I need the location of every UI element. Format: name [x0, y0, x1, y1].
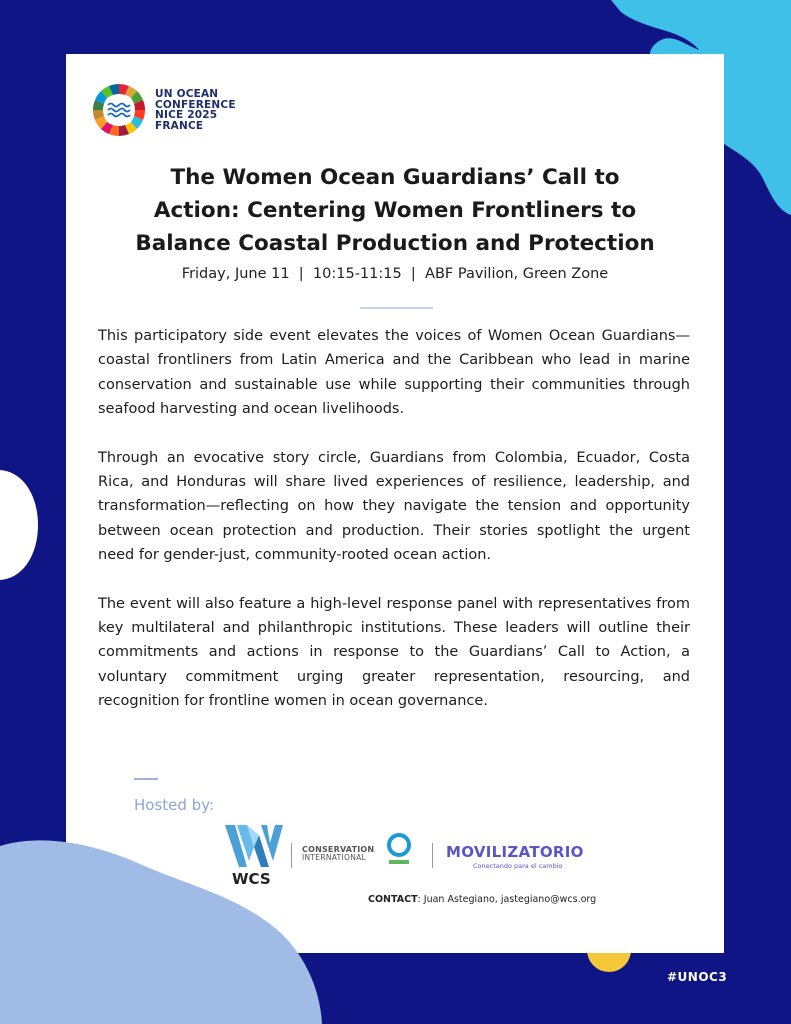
contact-info: [368, 894, 596, 905]
wcs-logo: WCS: [223, 821, 285, 875]
title-line-1: The Women Ocean Guardians’ Call to: [170, 165, 620, 190]
movilizatorio-tagline: Conectando para el cambio: [473, 862, 563, 870]
movilizatorio-logo: MOVILIZATORIO: [446, 843, 584, 861]
event-title: [66, 161, 724, 260]
title-line-2: Action: Centering Women Frontliners to: [153, 198, 637, 223]
hosted-divider: [134, 778, 158, 780]
unoc-logo: [91, 82, 236, 138]
title-line-3: Balance Coastal Production and Protection: [135, 231, 655, 256]
sdg-wheel-icon: [91, 82, 147, 138]
hosted-by-label: Hosted by:: [134, 796, 215, 814]
contact-details: : Juan Astegiano, jastegiano@wcs.org: [417, 894, 597, 905]
bottom-left-blob-decoration: [0, 824, 330, 1024]
conservation-international-logo-text: CONSERVATION INTERNATIONAL: [302, 845, 375, 862]
description-paragraph-3: The event will also feature a high-level response panel with representatives from key multilateral and philanthropic institutions. These leaders will outline their commitments and actions in response to the Guardians’ Call to Action, a voluntary commitment urging greater representation, resourcing, and recognition for frontline women in ocean governance.: [98, 595, 690, 709]
left-semicircle-decoration: [0, 470, 40, 580]
contact-label: CONTACT: [368, 894, 418, 905]
sponsor-separator: [432, 843, 433, 868]
event-description: [98, 324, 690, 738]
unoc-logo-text: UN OCEAN CONFERENCE NICE 2025 FRANCE: [155, 88, 236, 132]
description-paragraph-2: Through an evocative story circle, Guardians from Colombia, Ecuador, Costa Rica, and Honduras will share lived experiences of resilience, leadership, and transformation—reflecting on how they navigate the tension and opportunity between ocean protection and production. Their stories spotlight the urgent need for gender-just, community-rooted ocean action.: [98, 449, 690, 563]
description-paragraph-1: This participatory side event elevates the voices of Women Ocean Guardians—coastal frontliners from Latin America and the Caribbean who lead in marine conservation and sustainable use while supporting their communities through seafood harvesting and ocean livelihoods.: [98, 328, 690, 417]
event-date-time-location: Friday, June 11 | 10:15-11:15 | ABF Pavilion, Green Zone: [181, 266, 609, 282]
hashtag-label: #UNOC3: [667, 970, 728, 984]
conservation-international-icon: [386, 832, 412, 866]
event-card: [66, 54, 724, 953]
title-divider: [360, 307, 433, 309]
